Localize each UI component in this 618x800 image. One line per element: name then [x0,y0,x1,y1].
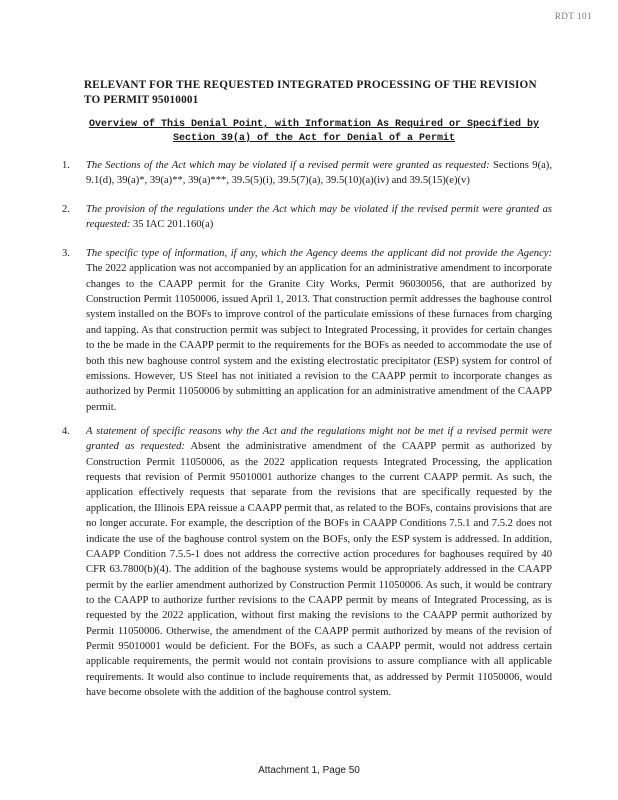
item-body [86,158,552,189]
item-lead: The provision of the regulations under the Act which may be violated if the revised permit were granted as requested: [86,204,552,231]
item-text: The 2022 application was not accompanied by an application for an administrative amendment to incorporate changes to the CAAPP permit for the Granite City Works, Permit 96030056, that are authorized by Construction Permit 11050006, issued April 1, 2013. That construction permit addresses the baghouse control system installed on the BOFs to improve control of the particulate emissions of these furnaces from charging and tapping. As that construction permit was subject to Integrated Processing, it provides for certain changes to the be made in the CAAPP permit to the requirements for the BOFs as needed to accommodate the use of both this new baghouse control system and the existing electrostatic precipitator (ESP) system for control of emissions. However, US Steel has not initiated a revision to the CAAPP permit to incorporate changes as authorized by Permit 11050006 by submitting an application for an administrative amendment of the CAAPP permit. [86,263,552,413]
item-body [86,424,552,700]
item-body [86,246,552,415]
section-title: RELEVANT FOR THE REQUESTED INTEGRATED PROCESSING OF THE REVISION TO PERMIT 95010001 [84,79,537,106]
item-number: 4. [62,426,70,437]
item-number: 3. [62,248,70,259]
list-item [62,424,552,700]
item-number: 2. [62,204,70,215]
list-item [62,246,552,415]
section-subtitle: Overview of This Denial Point, with Information As Required or Specified by Section 39(a) of the Act for Denial of a Permit [88,119,540,144]
item-number: 1. [62,160,70,171]
item-lead: The specific type of information, if any, which the Agency deems the applicant did not provide the Agency: [86,248,552,259]
item-text: Sections 9(a), 9.1(d), 39(a)*, 39(a)**, 39(a)***, 39.5(5)(i), 39.5(7)(a), 39.5(10)(a)(iv) and 39.5(15)(e)(v) [86,160,552,187]
page-reference: RDT 101 [554,11,592,21]
page-footer: Attachment 1, Page 50 [258,765,360,776]
item-lead: A statement of specific reasons why the Act and the regulations might not be met if a revised permit were granted as requested: [86,426,552,453]
list-item [62,202,552,233]
item-text: 35 IAC 201.160(a) [130,219,214,231]
item-lead: The Sections of the Act which may be violated if a revised permit were granted as requested: [86,160,490,171]
item-body [86,202,552,233]
list-item [62,158,552,189]
item-text: Absent the administrative amendment of the CAAPP permit as authorized by Construction Permit 11050006, as the 2022 application requests Integrated Processing, the application requests that revision of Permit 95010001 authorize changes to the current CAAPP permit. As such, the application effectively requests that separate from the revisions that are specifically requested by the application, the Illinois EPA reissue a CAAPP permit that, as related to the BOFs, contains provisions that are no longer accurate. For example, the description of the BOFs in CAAPP Conditions 7.5.1 and 7.5.2 does not indicate the use of the baghouse control system on the BOFs, only the ESP system is addressed. In addition, CAAPP Condition 7.5.5-1 does not address the corrective action procedures for baghouses required by 40 CFR 63.7800(b)(4). The addition of the baghouse systems would be appropriately addressed in the CAAPP permit by the earlier amendment authorized by Construction Permit 11050006. As such, it would be contrary to the CAAPP to authorize further revisions to the CAAPP permit by means of Integrated Processing, as is requested by the 2022 application, without first making the revisions to the CAAPP permit authorized by Permit 11050006. Otherwise, the amendment of the CAAPP permit authorized by means of the revision of Permit 95010001 would be deficient. For the BOFs, as such a CAAPP permit, would not address certain applicable requirements, the permit would not contain provisions to assure compliance with all applicable requirements. It would also continue to include requirements that, as addressed by Permit 11050006, would have become obsolete with the addition of the baghouse control system. [86,441,552,699]
